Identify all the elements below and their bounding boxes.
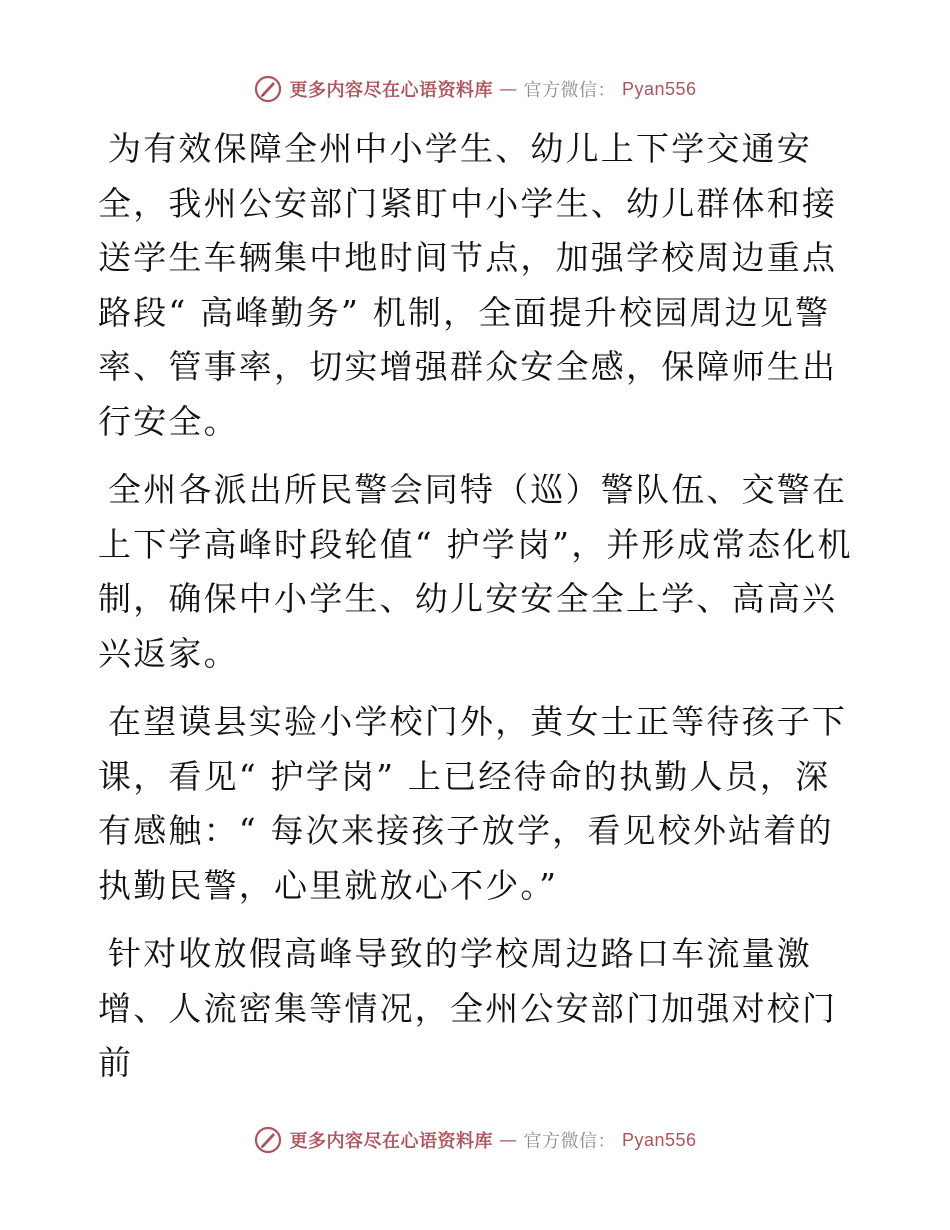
watermark-header (0, 72, 950, 106)
brand-logo-icon (253, 74, 283, 104)
watermark-main-text: 更多内容尽在心语资料库 (289, 80, 493, 101)
watermark-main-text: 更多内容尽在心语资料库 (289, 1131, 493, 1152)
brand-logo-icon (253, 1125, 283, 1155)
watermark-wechat-id: Pyan556 (621, 78, 697, 99)
watermark-footer (0, 1123, 950, 1157)
watermark-dash: — (498, 1129, 518, 1151)
watermark-label: 官方微信： (523, 1131, 616, 1152)
watermark-dash: — (498, 78, 518, 100)
watermark-wechat-id: Pyan556 (621, 1129, 697, 1150)
document-body (98, 122, 858, 1105)
paragraph-3: 在望谟县实验小学校门外，黄女士正等待孩子下课，看见“ 护学岗” 上已经待命的执勤人员，深有感触：“ 每次来接孩子放学，看见校外站着的执勤民警，心里就放心不少。” (98, 702, 848, 905)
watermark-label: 官方微信： (523, 80, 616, 101)
paragraph-4: 针对收放假高峰导致的学校周边路口车流量激增、人流密集等情况，全州公安部门加强对校门前 (98, 934, 838, 1082)
paragraph-1: 为有效保障全州中小学生、幼儿上下学交通安全，我州公安部门紧盯中小学生、幼儿群体和接送学生车辆集中地时间节点，加强学校周边重点路段“ 高峰勤务” 机制，全面提升校园周边见警率、管事率，切实增强群众安全感，保障师生出行安全。 (98, 129, 838, 441)
paragraph-2: 全州各派出所民警会同特（巡）警队伍、交警在上下学高峰时段轮值“ 护学岗”，并形成常态化机制，确保中小学生、幼儿安安全全上学、高高兴兴返家。 (98, 470, 853, 673)
